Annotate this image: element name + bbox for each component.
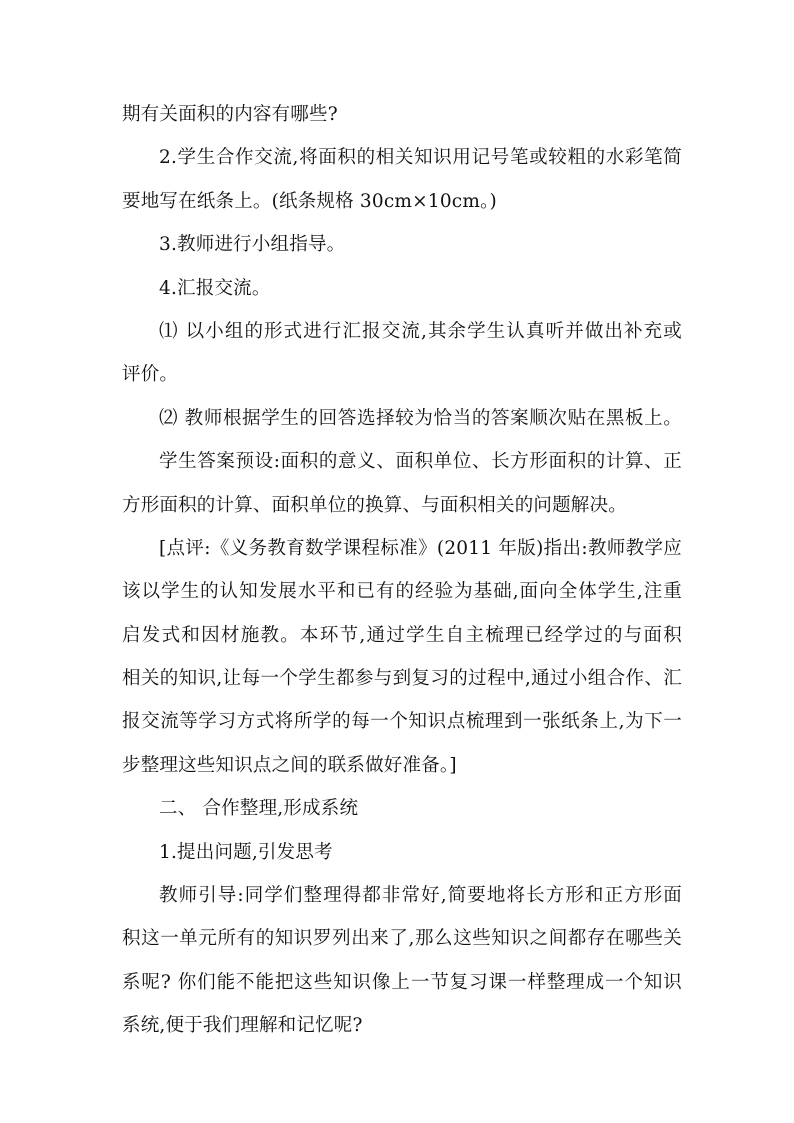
- text-line: 2.学生合作交流,将面积的相关知识用记号笔或较粗的水彩笔简: [159, 147, 682, 169]
- text-line: 要地写在纸条上。(纸条规格 30cm×10cm。): [122, 190, 497, 212]
- text-line: ⑴ 以小组的形式进行汇报交流,其余学生认真听并做出补充或: [159, 320, 682, 342]
- text-line: 3.教师进行小组指导。: [159, 234, 346, 256]
- text-line: 期有关面积的内容有哪些?: [122, 104, 338, 125]
- text-line: 该以学生的认知发展水平和已有的经验为基础,面向全体学生,注重: [122, 581, 682, 603]
- text-line: [点评:《义务教育数学课程标准》(2011 年版)指出:教师教学应: [159, 537, 682, 559]
- text-line: 学生答案预设:面积的意义、面积单位、长方形面积的计算、正: [159, 451, 682, 473]
- section-heading: 二、 合作整理,形成系统: [159, 798, 359, 820]
- text-line: 步整理这些知识点之间的联系做好准备。]: [122, 754, 457, 776]
- document-body: [122, 100, 682, 1055]
- text-line: 4.汇报交流。: [159, 277, 271, 299]
- text-line: 系统,便于我们理解和记忆呢?: [122, 1015, 363, 1037]
- text-line: 系呢? 你们能不能把这些知识像上一节复习课一样整理成一个知识: [122, 971, 682, 993]
- text-line: 教师引导:同学们整理得都非常好,简要地将长方形和正方形面: [159, 885, 682, 907]
- text-line: 启发式和因材施教。本环节,通过学生自主梳理已经学过的与面积: [122, 624, 682, 646]
- text-line: 评价。: [122, 364, 179, 386]
- text-line: 相关的知识,让每一个学生都参与到复习的过程中,通过小组合作、汇: [122, 668, 682, 690]
- text-line: ⑵ 教师根据学生的回答选择较为恰当的答案顺次贴在黑板上。: [159, 407, 682, 429]
- text-line: 报交流等学习方式将所学的每一个知识点梳理到一张纸条上,为下一: [122, 711, 682, 733]
- text-line: 方形面积的计算、面积单位的换算、与面积相关的问题解决。: [122, 494, 627, 516]
- subsection-heading: 1.提出问题,引发思考: [159, 841, 333, 863]
- text-line: 积这一单元所有的知识罗列出来了,那么这些知识之间都存在哪些关: [122, 928, 682, 950]
